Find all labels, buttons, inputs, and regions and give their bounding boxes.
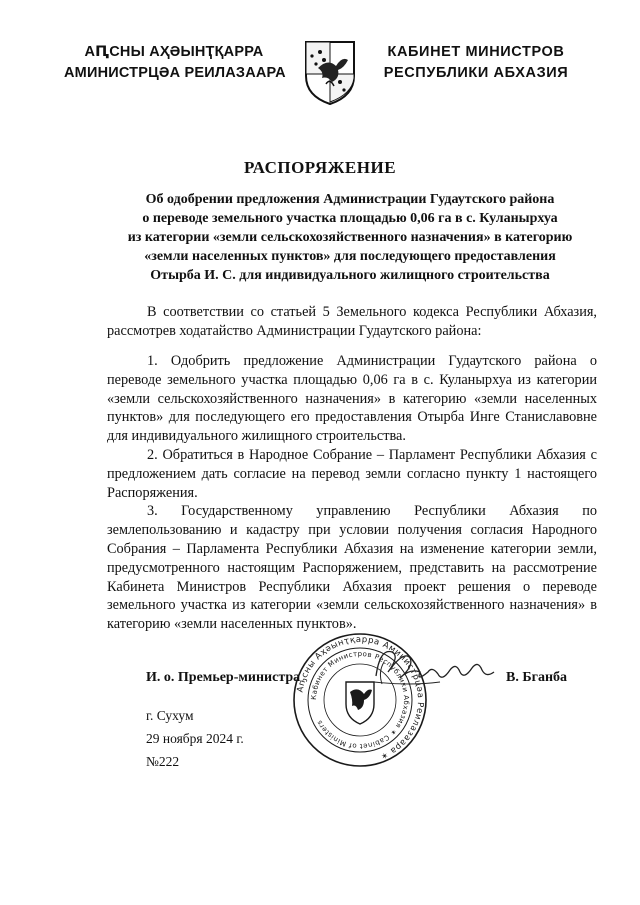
abkhazia-emblem-icon	[298, 38, 362, 106]
intro-text: В соответствии со статьей 5 Земельного кодекса Республики Абхазия, рассмотрев ходатайство Администрации Гудаутского района:	[107, 304, 597, 339]
decision-item-2: 2. Обратиться в Народное Собрание – Парламент Республики Абхазия с предложением дать согласие на перевод земли согласно пункту 1 настоящего Распоряжения.	[107, 446, 597, 501]
signer-name: В. Бганба	[506, 670, 568, 685]
svg-text:Кабинет Министров Республики А: Кабинет Министров Республики Абхазия ✶ Cabinet of Ministers	[309, 649, 411, 751]
document-city: г. Сухум	[146, 708, 194, 723]
decision-items	[107, 352, 597, 634]
subject-line: «земли населенных пунктов» для последующего предоставления	[144, 249, 556, 264]
header-left-title	[64, 42, 284, 84]
document-date: 29 ноября 2024 г.	[146, 731, 244, 746]
header-right-title	[376, 42, 576, 84]
subject-line: Об одобрении предложения Администрации Гудаутского района	[145, 192, 555, 207]
subject-line: Отырба И. С. для индивидуального жилищного строительства	[150, 268, 550, 283]
subject-line: из категории «земли сельскохозяйственного назначения» в категорию	[127, 230, 573, 245]
document-title: РАСПОРЯЖЕНИЕ	[243, 158, 397, 177]
header-left-line1: АԤСНЫ АҲӘЫНҬҚАРРА	[84, 44, 264, 60]
handwritten-signature	[370, 642, 500, 692]
header-right-line2: РЕСПУБЛИКИ АБХАЗИЯ	[383, 65, 569, 81]
signer-position: И. о. Премьер-министра	[146, 670, 301, 685]
decision-item-1: 1. Одобрить предложение Администрации Гудаутского района о переводе земельного участка площадью 0,06 га в с. Куланырхуа из категории «земли сельскохозяйственного назначения» в категорию «земли населенных пунктов» для последующего его предоставления Отырба Инге Станиславовне для индивидуального жилищного строительства.	[107, 353, 597, 445]
header-right-line1: КАБИНЕТ МИНИСТРОВ	[387, 44, 565, 60]
decision-item-3: 3. Государственному управлению Республики Абхазия по землепользованию и кадастру при условии получения согласия Народного Собрания – Парламента Республики Абхазия на изменение категории земли, предусмотренного настоящим Распоряжением, представить на рассмотрение Кабинета Министров Республики Абхазия проект решения о переводе земельного участка из категории «земли сельскохозяйственного назначения» в категорию «земли населенных пунктов».	[107, 503, 597, 633]
subject-line: о переводе земельного участка площадью 0,06 га в с. Куланырхуа	[142, 211, 558, 226]
header-left-line2: АМИНИСТРЦӘА РЕИЛАЗААРА	[64, 65, 286, 81]
document-number: №222	[146, 754, 180, 769]
svg-text:Аҧсны Аҳәынҭқарра Аминистрцәа: Аҧсны Аҳәынҭқарра Аминистрцәа Реилазаара ✶	[295, 634, 426, 762]
document-subject	[90, 190, 610, 285]
intro-paragraph	[107, 303, 597, 341]
